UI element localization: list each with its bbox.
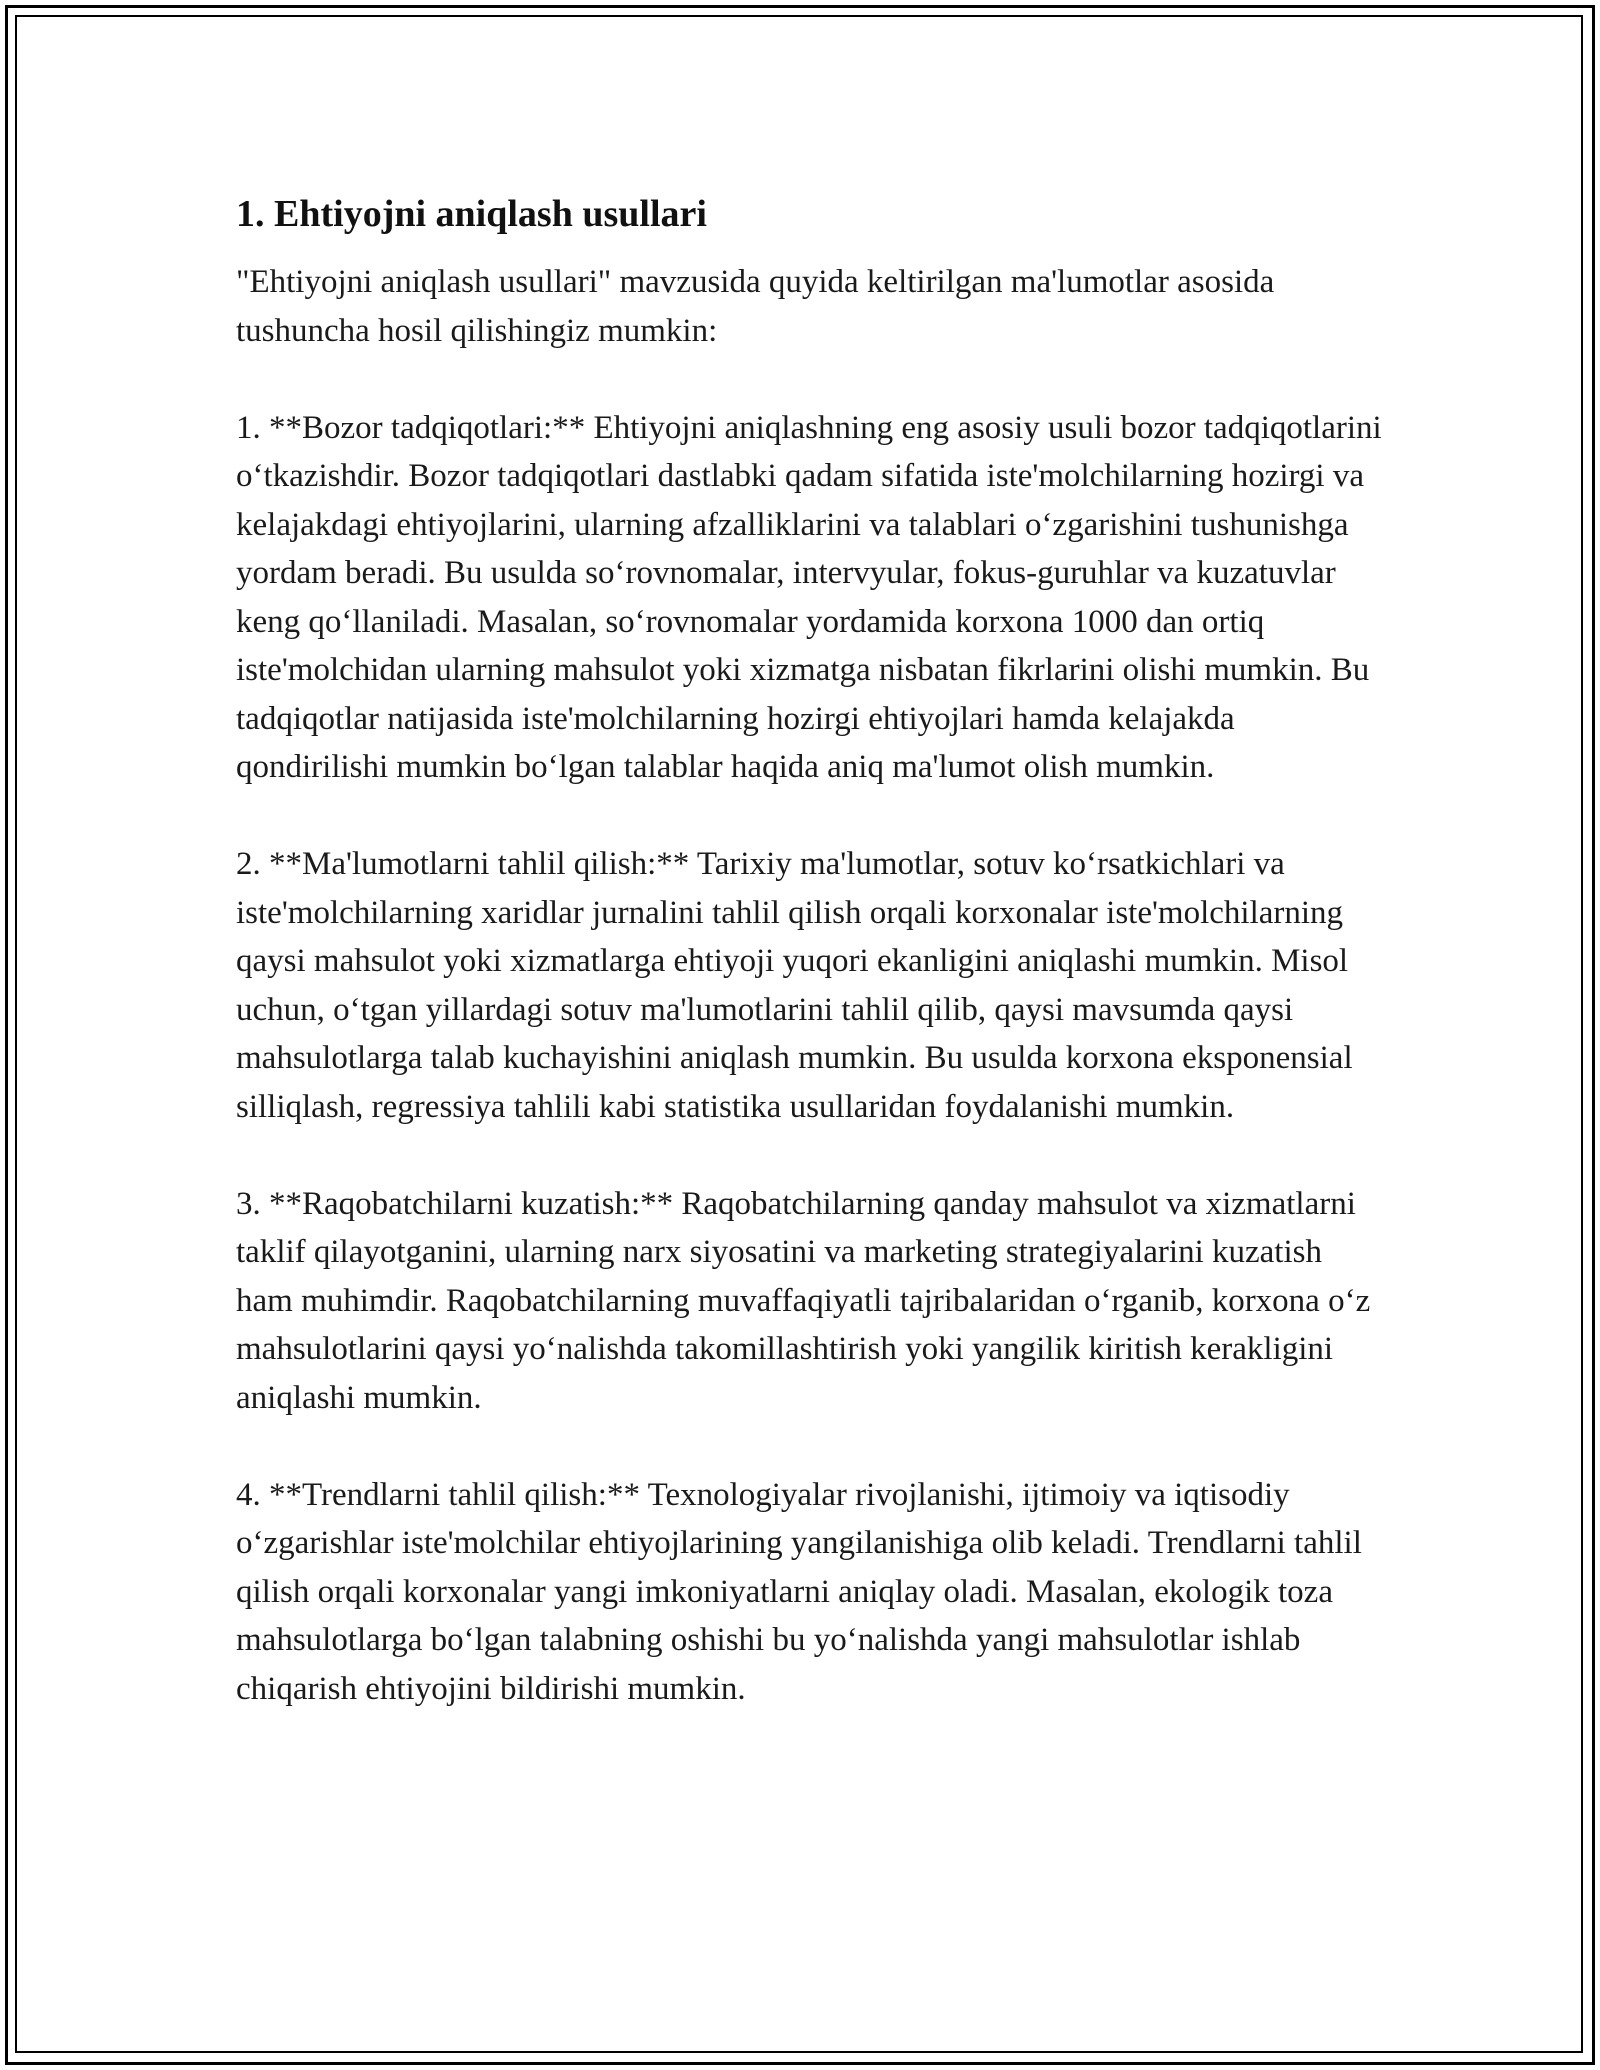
intro-paragraph: "Ehtiyojni aniqlash usullari" mavzusida quyida keltirilgan ma'lumotlar asosida tushuncha hosil qilishingiz mumkin: xyxy=(236,264,1275,349)
section-trendlarni-tahlil: 4. **Trendlarni tahlil qilish:** Texnologiyalar rivojlanishi, ijtimoiy va iqtisodiy o‘zgarishlar iste'molchilar ehtiyojlarining yangilanishiga olib keladi. Trendlarni tahlil qilish orqali korxonalar yangi imkoniyatlarni aniqlay oladi. Masalan, ekologik toza mahsulotlarga bo‘lgan talabning oshishi bu yo‘nalishda yangi mahsulotlar ishlab chiqarish ehtiyojini bildirishi mumkin. xyxy=(236,1476,1362,1707)
document-body xyxy=(236,186,1386,1762)
document-title: 1. Ehtiyojni aniqlash usullari xyxy=(236,193,707,235)
section-bozor-tadqiqotlari: 1. **Bozor tadqiqotlari:** Ehtiyojni aniqlashning eng asosiy usuli bozor tadqiqotlarini o‘tkazishdir. Bozor tadqiqotlari dastlabki qadam sifatida iste'molchilarning hozirgi va kelajakdagi ehtiyojlarini, ularning afzalliklarini va talablari o‘zgarishini tushunishga yordam beradi. Bu usulda so‘rovnomalar, intervyular, fokus-guruhlar va kuzatuvlar keng qo‘llaniladi. Masalan, so‘rovnomalar yordamida korxona 1000 dan ortiq iste'molchidan ularning mahsulot yoki xizmatga nisbatan fikrlarini olishi mumkin. Bu tadqiqotlar natijasida iste'molchilarning hozirgi ehtiyojlari hamda kelajakda qondirilishi mumkin bo‘lgan talablar haqida aniq ma'lumot olish mumkin. xyxy=(236,409,1382,785)
section-raqobatchilarni-kuzatish: 3. **Raqobatchilarni kuzatish:** Raqobatchilarning qanday mahsulot va xizmatlarni taklif qilayotganini, ularning narx siyosatini va marketing strategiyalarini kuzatish ham muhimdir. Raqobatchilarning muvaffaqiyatli tajribalaridan o‘rganib, korxona o‘z mahsulotlarini qaysi yo‘nalishda takomillashtirish yoki yangilik kiritish kerakligini aniqlashi mumkin. xyxy=(236,1185,1371,1416)
section-malumotlarni-tahlil: 2. **Ma'lumotlarni tahlil qilish:** Tarixiy ma'lumotlar, sotuv ko‘rsatkichlari va iste'molchilarning xaridlar jurnalini tahlil qilish orqali korxonalar iste'molchilarning qaysi mahsulot yoki xizmatlarga ehtiyoji yuqori ekanligini aniqlashi mumkin. Misol uchun, o‘tgan yillardagi sotuv ma'lumotlarini tahlil qilib, qaysi mavsumda qaysi mahsulotlarga talab kuchayishini aniqlash mumkin. Bu usulda korxona eksponensial silliqlash, regressiya tahlili kabi statistika usullaridan foydalanishi mumkin. xyxy=(236,846,1353,1125)
